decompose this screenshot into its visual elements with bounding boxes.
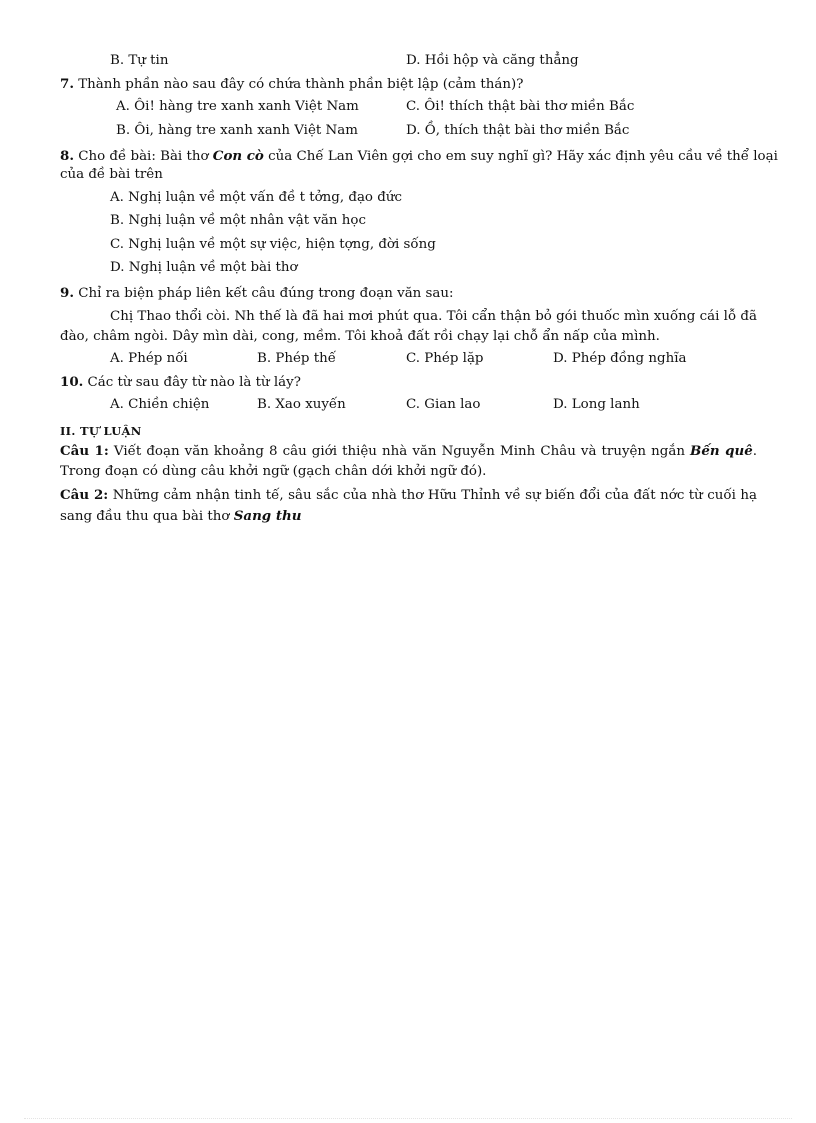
q7-question <box>60 75 523 94</box>
cau2-label: Câu 2: <box>60 487 109 503</box>
q8-option-a: A. Nghị luận về một vấn đề t tởng, đạo đức <box>110 190 402 205</box>
q7-number: 7. <box>60 76 74 92</box>
cau1-label: Câu 1: <box>60 443 109 459</box>
q10-option-b: B. Xao xuyến <box>257 397 346 412</box>
q8-question-line2: của đề bài trên <box>60 167 163 182</box>
q10-option-c: C. Gian lao <box>406 397 481 412</box>
q8-option-c: C. Nghị luận về một sự việc, hiện tợng, đời sống <box>110 237 436 252</box>
q10-question <box>60 373 301 392</box>
q9-option-d: D. Phép đồng nghĩa <box>553 351 687 366</box>
q7-text: Thành phần nào sau đây có chứa thành phần biệt lập (cảm thán)? <box>73 77 524 92</box>
q10-option-d: D. Long lanh <box>553 397 640 412</box>
essay-question-2 <box>60 485 757 527</box>
q9-option-a: A. Phép nối <box>110 351 188 366</box>
q8-text-after: của Chế Lan Viên gợi cho em suy nghĩ gì? Hãy xác định yêu cầu về thể loại <box>263 149 778 164</box>
q9-option-b: B. Phép thế <box>257 351 336 366</box>
section-heading: II. TỰ LUẬN <box>60 424 142 438</box>
q9-number: 9. <box>60 285 74 301</box>
cau1-text-after: . Trong đoạn có dùng câu khởi ngữ (gạch chân dới khởi ngữ đó). <box>60 444 757 479</box>
q9-question <box>60 284 454 303</box>
q9-option-c: C. Phép lặp <box>406 351 484 366</box>
q9-passage-text: Chị Thao thổi còi. Nh thế là đã hai mơi phút qua. Tôi cẩn thận bỏ gói thuốc mìn xuống cái lỗ đã đào, châm ngòi. Dây mìn dài, cong, mềm. Tôi khoả đất rồi chạy lại chỗ ẩn nấp của mình. <box>60 309 757 344</box>
essay-question-1 <box>60 441 757 482</box>
cau2-text-before: Những cảm nhận tinh tế, sâu sắc của nhà thơ Hữu Thỉnh về sự biến đổi của đất nớc từ cuối hạ sang đầu thu qua bài thơ <box>60 488 757 524</box>
page-bottom-border <box>24 1118 792 1119</box>
q10-number: 10. <box>60 374 84 390</box>
q8-option-d: D. Nghị luận về một bài thơ <box>110 260 298 275</box>
q7-option-c: C. Ôi! thích thật bài thơ miền Bắc <box>406 99 635 114</box>
q10-text: Các từ sau đây từ nào là từ láy? <box>83 375 301 390</box>
cau1-text-before: Viết đoạn văn khoảng 8 câu giới thiệu nhà văn Nguyễn Minh Châu và truyện ngắn <box>108 444 691 459</box>
q6-option-d: D. Hồi hộp và căng thẳng <box>406 53 579 68</box>
q7-option-d: D. Ồ, thích thật bài thơ miền Bắc <box>406 123 630 138</box>
cau2-poem-title: Sang thu <box>233 508 302 524</box>
cau1-story-title: Bến quê <box>690 443 753 459</box>
q6-option-b: B. Tự tin <box>110 53 169 68</box>
q8-poem-title: Con cò <box>212 148 264 164</box>
q9-passage <box>60 307 757 347</box>
q7-option-a: A. Ôi! hàng tre xanh xanh Việt Nam <box>116 99 359 114</box>
q7-option-b: B. Ôi, hàng tre xanh xanh Việt Nam <box>116 123 358 138</box>
q8-question <box>60 147 778 166</box>
q10-option-a: A. Chiền chiện <box>110 397 210 412</box>
q8-text-before: Cho đề bài: Bài thơ <box>73 149 213 164</box>
q9-text: Chỉ ra biện pháp liên kết câu đúng trong đoạn văn sau: <box>73 286 454 301</box>
q8-option-b: B. Nghị luận về một nhân vật văn học <box>110 213 366 228</box>
q8-number: 8. <box>60 148 74 164</box>
